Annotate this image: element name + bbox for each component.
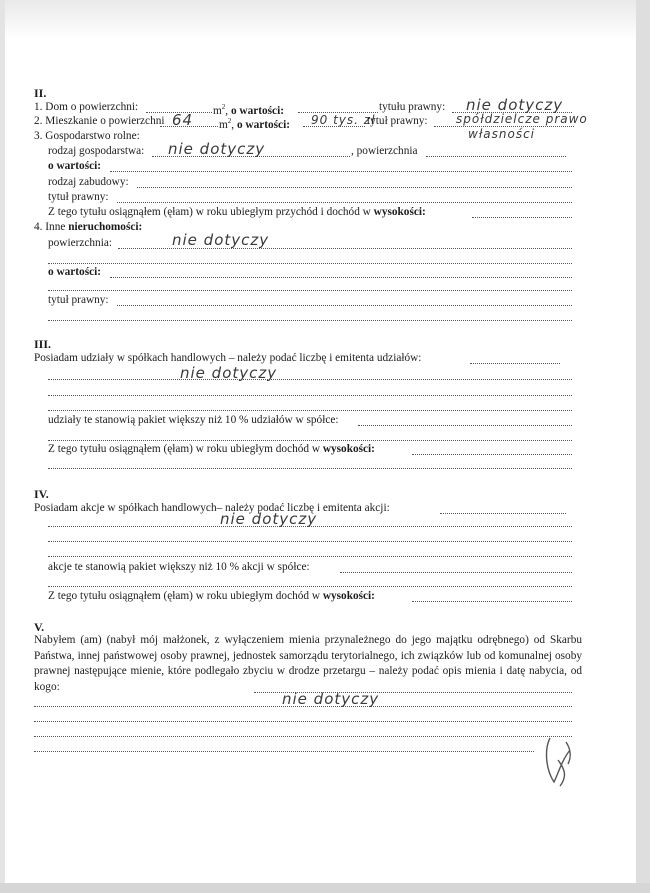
section-4-income-prefix: Z tego tytułu osiągnąłem (ęłam) w roku ubiegłym dochód w bbox=[48, 590, 321, 602]
section-2-heading: II. bbox=[34, 86, 47, 100]
section-4-dots-c bbox=[48, 556, 572, 557]
section-4-handwritten: nie dotyczy bbox=[220, 510, 318, 528]
gospodarstwo-powierzchnia-dots bbox=[426, 156, 566, 157]
inne-wartosc-dots bbox=[110, 277, 572, 278]
dom-line bbox=[34, 101, 138, 114]
gospodarstwo-label: 3. Gospodarstwo rolne: bbox=[34, 130, 140, 142]
section-4-heading: IV. bbox=[34, 487, 49, 501]
dom-value-line: $m^2$, o wartości: bbox=[213, 103, 284, 117]
section-3-income-line bbox=[48, 443, 375, 456]
section-3-income-prefix: Z tego tytułu osiągnąłem (ęłam) w roku ubiegłym dochód w bbox=[48, 443, 321, 455]
dom-label: 1. Dom o powierzchni: bbox=[34, 101, 139, 113]
section-4-income-dots bbox=[412, 601, 572, 602]
gospodarstwo-income-bold: wysokości: bbox=[373, 206, 426, 218]
section-4-pakiet: akcje te stanowią pakiet większy niż 10 % akcji w spółce: bbox=[48, 561, 310, 573]
mieszkanie-title-label: tytuł prawny: bbox=[367, 115, 428, 127]
section-5-handwritten: nie dotyczy bbox=[282, 690, 380, 708]
mieszkanie-value-label: o wartości: bbox=[236, 118, 290, 131]
section-3-line1-dots bbox=[470, 363, 560, 364]
section-5-heading: V. bbox=[34, 620, 45, 634]
section-4-pakiet-dots bbox=[340, 572, 572, 573]
section-3-line1: Posiadam udziały w spółkach handlowych – należy podać liczbę i emitenta udziałów: bbox=[34, 352, 422, 364]
inne-bold: nieruchomości bbox=[68, 221, 139, 233]
inne-wartosc-label: o wartości: bbox=[48, 266, 102, 278]
section-3-dots-a bbox=[48, 379, 572, 380]
section-4-dots-d bbox=[48, 586, 572, 587]
section-3-handwritten: nie dotyczy bbox=[180, 364, 278, 382]
dom-value-label: o wartości: bbox=[230, 104, 284, 117]
gospodarstwo-powierzchnia-label: , powierzchnia bbox=[351, 145, 418, 157]
inne-tytul-label: tytuł prawny: bbox=[48, 294, 109, 306]
mieszkanie-area-handwritten: 64 bbox=[172, 111, 194, 129]
inne-blank-dots-1 bbox=[48, 263, 572, 264]
inne-powierzchnia-handwritten: nie dotyczy bbox=[172, 231, 270, 249]
mieszkanie-label: 2. Mieszkanie o powierzchni bbox=[34, 115, 165, 127]
dom-unit: m bbox=[213, 104, 222, 117]
gospodarstwo-zabudowy-dots bbox=[137, 187, 572, 188]
scan-shadow-right bbox=[636, 0, 650, 893]
gospodarstwo-wartosc-label: o wartości: bbox=[48, 160, 102, 172]
inne-powierzchnia-label: powierzchnia: bbox=[48, 237, 112, 249]
section-3-dots-e bbox=[48, 468, 572, 469]
section-4-dots-b bbox=[48, 541, 572, 542]
dom-title-handwritten: nie dotyczy bbox=[466, 96, 564, 114]
gospodarstwo-wartosc-dots bbox=[110, 171, 572, 172]
mieszkanie-value-line: $m^2$, o wartości: bbox=[219, 117, 290, 131]
section-4-income-bold: wysokości: bbox=[322, 590, 375, 602]
section-3-pakiet: udziały te stanowią pakiet większy niż 10 % udziałów w spółce: bbox=[48, 414, 339, 426]
section-3-pakiet-dots bbox=[358, 425, 572, 426]
section-3-dots-d bbox=[48, 440, 572, 441]
inne-blank-dots-2 bbox=[48, 290, 572, 291]
gospodarstwo-income-prefix: Z tego tytułu osiągnąłem (ęłam) w roku ubiegłym przychód i dochód w bbox=[48, 206, 371, 218]
gospodarstwo-zabudowy-label: rodzaj zabudowy: bbox=[48, 176, 129, 188]
section-4-line1-dots bbox=[440, 513, 566, 514]
gospodarstwo-rodzaj-handwritten: nie dotyczy bbox=[168, 140, 266, 158]
section-4-income-line bbox=[48, 590, 375, 603]
gospodarstwo-tytul-label: tytuł prawny: bbox=[48, 191, 109, 203]
gospodarstwo-income-dots bbox=[472, 217, 572, 218]
section-3-dots-b bbox=[48, 395, 572, 396]
section-3-income-bold: wysokości: bbox=[322, 443, 375, 455]
gospodarstwo-income-line bbox=[48, 206, 426, 219]
scan-shadow-bottom bbox=[0, 883, 650, 893]
section-3-heading: III. bbox=[34, 337, 52, 351]
section-5-dots-d bbox=[34, 751, 534, 752]
scan-shadow-top bbox=[0, 0, 650, 40]
mieszkanie-title-handwritten-1: spółdzielcze prawo bbox=[456, 112, 588, 126]
inne-blank-dots-3 bbox=[48, 320, 572, 321]
scan-shadow-left bbox=[0, 0, 5, 893]
section-5-dots-b bbox=[34, 721, 572, 722]
section-3-dots-c bbox=[48, 410, 572, 411]
inne-tytul-dots bbox=[117, 305, 572, 306]
mieszkanie-value-handwritten: 90 tys. zł bbox=[311, 113, 376, 127]
inne-line: 4. Inne nieruchomości: bbox=[34, 221, 143, 233]
section-4-line1: Posiadam akcje w spółkach handlowych– należy podać liczbę i emitenta akcji: bbox=[34, 502, 390, 514]
signature-mark bbox=[540, 730, 580, 790]
section-5-paragraph: Nabyłem (am) (nabył mój małżonek, z wyłączeniem mienia przynależnego do jego majątku odrębnego) od Skarbu Państwa, innej państwowej osoby prawnej, jednostek samorządu terytorialnego, ich związków lub od komunalnej osoby prawnej następujące mienie, które podlegało zbyciu w drodze przetargu – należy podać opis mienia i datę nabycia, od kogo: bbox=[34, 634, 582, 693]
gospodarstwo-rodzaj-label: rodzaj gospodarstwa: bbox=[48, 145, 145, 157]
mieszkanie-unit: m bbox=[219, 118, 228, 131]
inne-prefix: 4. Inne bbox=[34, 221, 66, 233]
section-3-income-dots bbox=[412, 454, 572, 455]
mieszkanie-title-handwritten-2: własności bbox=[468, 127, 535, 141]
gospodarstwo-tytul-dots bbox=[117, 202, 572, 203]
section-5-dots-c bbox=[34, 736, 572, 737]
dom-title-label: tytułu prawny: bbox=[379, 101, 446, 113]
